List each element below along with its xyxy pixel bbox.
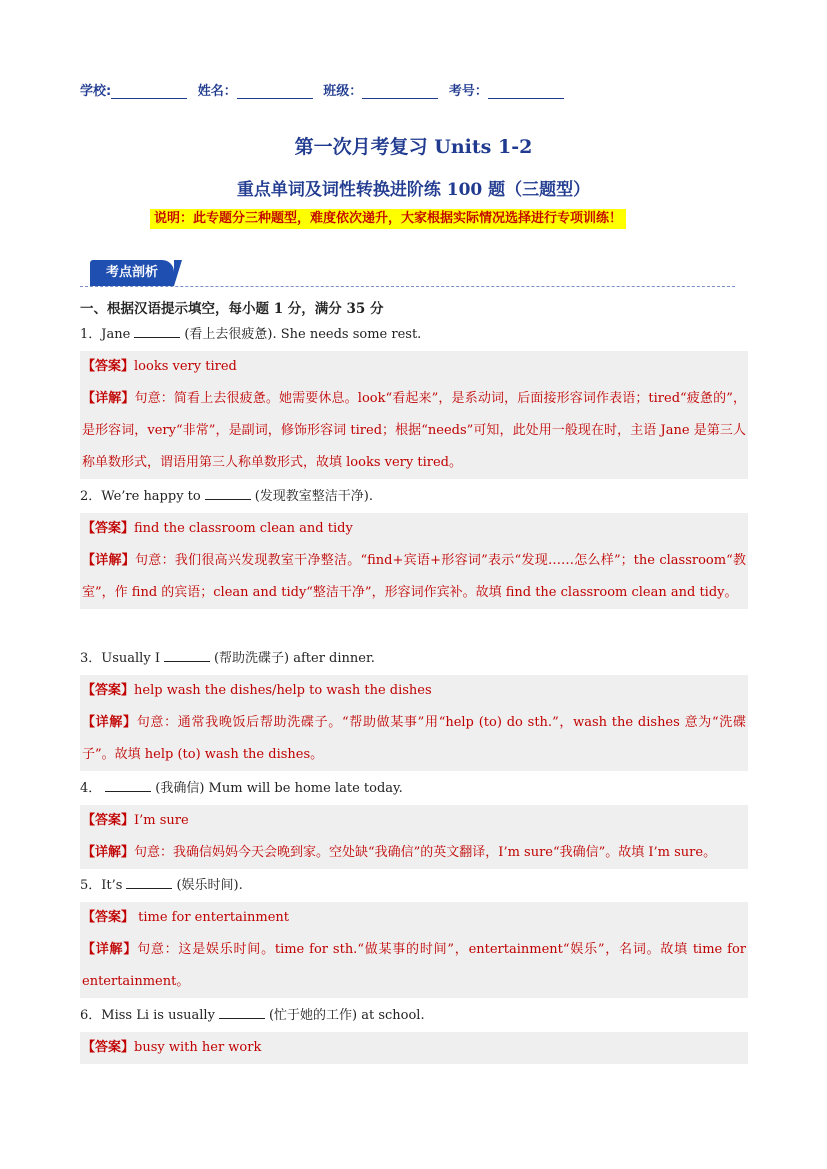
question-prefix: 2．We’re happy to (80, 489, 201, 504)
question-item (80, 481, 748, 609)
explain-tag: 【详解】 (82, 942, 138, 957)
explanation-text: 句意：这是娱乐时间。time for sth.“做某事的时间”，entertainment“娱乐”，名词。故填 time for entertainment。 (82, 942, 746, 989)
section-tab: 考点剖析 (90, 260, 174, 286)
explanation-text: 句意：我们很高兴发现教室干净整洁。“find+宾语+形容词”表示“发现……怎么样”；the classroom“教室”，作 find 的宾语；clean and tidy“整洁干净”，形容词作宾补。故填 find the classroom clean and tidy。 (82, 553, 746, 600)
explain-tag: 【详解】 (82, 553, 136, 568)
answer-line (80, 351, 748, 383)
explanation-block (80, 934, 748, 998)
answer-blank[interactable] (126, 876, 172, 889)
class-label: 班级： (323, 84, 363, 99)
answer-tag: 【答案】 (82, 521, 135, 536)
answer-text: looks very tired (134, 359, 237, 374)
answer-tag: 【答案】 (82, 683, 135, 698)
answer-text: find the classroom clean and tidy (134, 521, 353, 536)
answer-line (80, 513, 748, 545)
question-line (80, 870, 748, 902)
answer-line (80, 902, 748, 934)
section-divider (80, 286, 735, 287)
explain-tag: 【详解】 (82, 391, 135, 406)
answer-blank[interactable] (134, 325, 180, 338)
answer-tag: 【答案】 (82, 813, 135, 828)
page-title: 第一次月考复习 Units 1-2 (294, 136, 533, 158)
question-suffix: (帮助洗碟子) after dinner. (213, 651, 375, 666)
school-blank[interactable] (111, 86, 187, 99)
explanation-block (80, 837, 748, 869)
answer-text: time for entertainment (134, 910, 289, 925)
question-prefix: 3．Usually I (80, 651, 160, 666)
instruction-note: 说明：此专题分三种题型，难度依次递升，大家根据实际情况选择进行专项训练！ (150, 209, 626, 229)
question-item (80, 773, 748, 869)
question-item (80, 643, 748, 771)
answer-text: help wash the dishes/help to wash the dishes (134, 683, 432, 698)
explanation-text: 句意：我确信妈妈今天会晚到家。空处缺“我确信”的英文翻译，I’m sure“我确信”。故填 I’m sure。 (134, 845, 717, 860)
question-suffix: (娱乐时间). (176, 878, 243, 893)
answer-blank[interactable] (219, 1006, 265, 1019)
question-line (80, 319, 748, 351)
question-suffix: (看上去很疲惫). She needs some rest. (184, 327, 422, 342)
question-line (80, 1000, 748, 1032)
explanation-block (80, 707, 748, 771)
answer-line (80, 1032, 748, 1064)
explain-tag: 【详解】 (82, 715, 137, 730)
explanation-text: 句意：通常我晚饭后帮助洗碟子。“帮助做某事”用“help (to) do sth.”，wash the dishes 意为“洗碟子”。故填 help (to) wash the dishes。 (82, 715, 746, 762)
number-label: 考号： (448, 84, 488, 99)
question-item (80, 870, 748, 998)
question-line (80, 773, 748, 805)
answer-text: I’m sure (134, 813, 189, 828)
question-prefix: 4． (80, 781, 102, 796)
answer-tag: 【答案】 (82, 1040, 135, 1055)
question-item (80, 1000, 748, 1064)
answer-line (80, 805, 748, 837)
question-line (80, 481, 748, 513)
name-label: 姓名： (197, 84, 237, 99)
answer-blank[interactable] (164, 649, 210, 662)
question-prefix: 6．Miss Li is usually (80, 1008, 215, 1023)
explanation-block (80, 545, 748, 609)
answer-tag: 【答案】 (82, 359, 135, 374)
question-prefix: 5．It’s (80, 878, 123, 893)
student-info-line (80, 80, 570, 99)
question-prefix: 1．Jane (80, 327, 131, 342)
question-suffix: (我确信) Mum will be home late today. (155, 781, 403, 796)
answer-tag: 【答案】 (82, 910, 135, 925)
part-heading: 一、根据汉语提示填空，每小题 1 分，满分 35 分 (80, 301, 384, 317)
answer-blank[interactable] (105, 779, 151, 792)
answer-line (80, 675, 748, 707)
name-blank[interactable] (237, 86, 313, 99)
answer-text: busy with her work (134, 1040, 262, 1055)
answer-blank[interactable] (205, 487, 251, 500)
question-suffix: (发现教室整洁干净). (254, 489, 374, 504)
explain-tag: 【详解】 (82, 845, 135, 860)
page-subtitle: 重点单词及词性转换进阶练 100 题（三题型） (236, 180, 591, 200)
question-suffix: (忙于她的工作) at school. (268, 1008, 425, 1023)
question-line (80, 643, 748, 675)
number-blank[interactable] (488, 86, 564, 99)
explanation-text: 句意：简看上去很疲惫。她需要休息。look“看起来”，是系动词，后面接形容词作表语；tired“疲惫的”，是形容词，very“非常”，是副词，修饰形容词 tired；根据“needs”可知，此处用一般现在时，主语 Jane 是第三人称单数形式，谓语用第三人称单数形式，故填 looks very tired。 (82, 391, 746, 470)
class-blank[interactable] (362, 86, 438, 99)
school-label: 学校: (80, 84, 112, 99)
explanation-block (80, 383, 748, 479)
question-item (80, 319, 748, 479)
